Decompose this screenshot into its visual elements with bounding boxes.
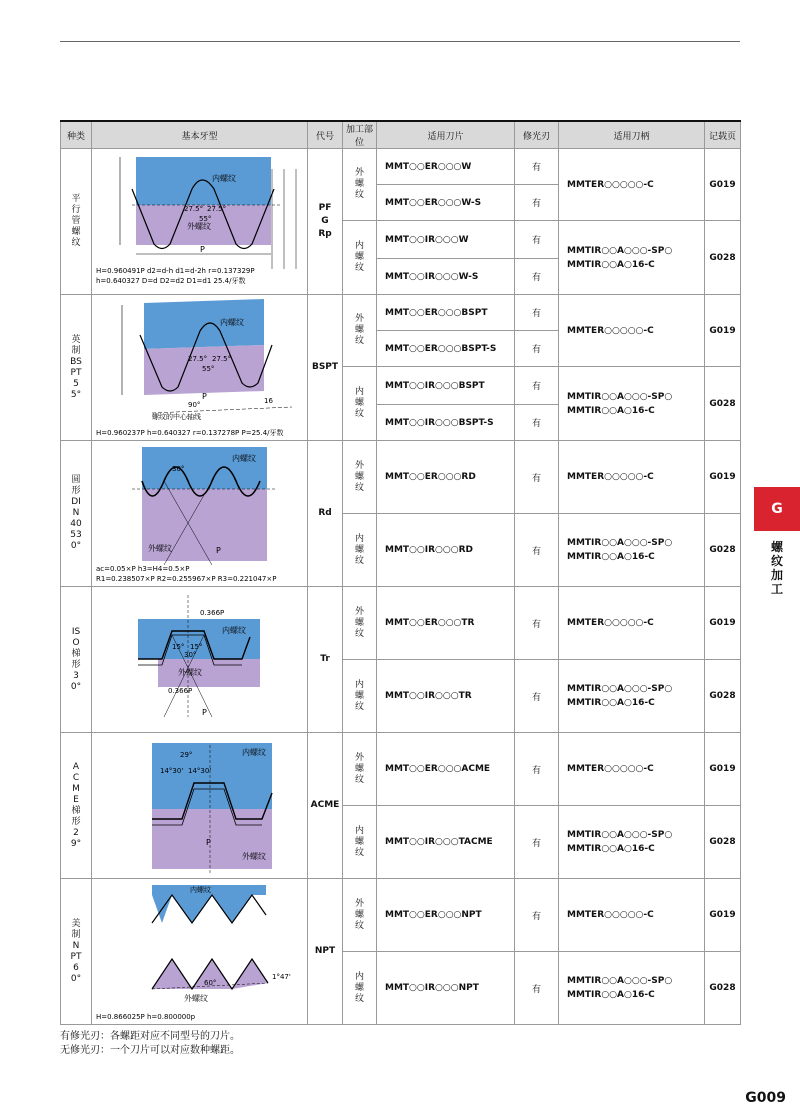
npt-profile-svg	[92, 879, 307, 1024]
formula-line-1: ac=0.05×P h3=H4=0.5×P	[96, 565, 190, 573]
wiper-cell: 有	[515, 405, 559, 441]
label-pitch: P	[216, 546, 221, 555]
part-text: 外螺纹	[354, 752, 364, 785]
thread-table	[60, 120, 741, 1025]
insert-cell: MMT○○IR○○○BSPT	[377, 367, 515, 405]
wiper-cell: 有	[515, 185, 559, 221]
insert-cell: MMT○○IR○○○W	[377, 221, 515, 259]
formula-line-2: h=0.640327 D=d D2=d2 D1=d1 25.4/牙数	[96, 277, 246, 285]
label-angle-2: 14°30'	[188, 767, 212, 775]
holder-line: MMTIR○○A○○○-SP○	[567, 391, 673, 402]
kind-cell	[61, 587, 92, 733]
insert-cell: MMT○○IR○○○TR	[377, 660, 515, 733]
footnote	[60, 1030, 240, 1058]
insert-cell: MMT○○IR○○○TACME	[377, 806, 515, 879]
page-number: G009	[745, 1090, 786, 1106]
holder-cell	[559, 514, 705, 587]
wiper-cell: 有	[515, 367, 559, 405]
label-taper: 1°47'	[272, 973, 291, 981]
header-holder: 适用刀柄	[559, 121, 705, 149]
label-angle-1: 27.5°	[188, 355, 208, 363]
label-angle-90: 90°	[188, 401, 201, 409]
label-outer: 外螺纹	[178, 668, 202, 677]
kind-text: 美制NPT60°	[70, 918, 82, 984]
part-text: 内螺纹	[354, 241, 364, 273]
part-text: 外螺纹	[354, 460, 364, 493]
label-angle: 29°	[180, 751, 193, 759]
page-ref-link[interactable]: G028	[705, 952, 741, 1025]
label-inner: 内螺纹	[232, 454, 256, 463]
part-text: 内螺纹	[354, 825, 364, 858]
label-angle: 60°	[204, 979, 217, 987]
part-text: 内螺纹	[354, 533, 364, 566]
label-angle-1: 27.5°	[184, 205, 204, 213]
label-outer: 外螺纹	[148, 544, 172, 553]
label-angle-2: 15°	[190, 643, 203, 651]
kind-cell	[61, 733, 92, 879]
kind-cell	[61, 295, 92, 441]
label-angle-3: 55°	[199, 215, 212, 223]
label-outer: 外螺纹	[242, 852, 266, 861]
label-pitch: P	[202, 708, 207, 717]
part-text: 外螺纹	[354, 898, 364, 931]
wiper-cell: 有	[515, 587, 559, 660]
label-inner: 内螺纹	[220, 318, 244, 327]
label-axis: 螺纹的中心轴线	[152, 413, 201, 421]
wiper-cell: 有	[515, 221, 559, 259]
holder-cell	[559, 952, 705, 1025]
header-kind: 种类	[61, 121, 92, 149]
holder-line: MMTIR○○A○16-C	[567, 552, 655, 562]
wiper-cell: 有	[515, 514, 559, 587]
page-ref-link[interactable]: G019	[705, 295, 741, 367]
holder-cell: MMTER○○○○○-C	[559, 149, 705, 221]
kind-cell	[61, 441, 92, 587]
wiper-cell: 有	[515, 331, 559, 367]
profile-diagram	[92, 587, 308, 733]
label-angle-3: 55°	[202, 365, 215, 373]
wiper-cell: 有	[515, 295, 559, 331]
kind-text: 英制BSPT55°	[70, 334, 82, 400]
holder-cell: MMTER○○○○○-C	[559, 441, 705, 514]
holder-line: MMTIR○○A○○○-SP○	[567, 684, 673, 694]
part-text: 外螺纹	[354, 606, 364, 639]
page-ref-link[interactable]: G028	[705, 367, 741, 441]
wiper-cell: 有	[515, 879, 559, 952]
kind-text: ACME梯形29°	[70, 761, 82, 849]
label-angle: 30°	[172, 465, 185, 473]
bspt-profile-svg	[92, 295, 307, 440]
holder-cell	[559, 221, 705, 295]
insert-cell: MMT○○ER○○○TR	[377, 587, 515, 660]
part-external	[343, 587, 377, 660]
profile-diagram	[92, 295, 308, 441]
insert-cell: MMT○○ER○○○BSPT	[377, 295, 515, 331]
insert-cell: MMT○○IR○○○BSPT-S	[377, 405, 515, 441]
formula-line-1: H=0.960491P d2=d-h d1=d-2h r=0.137329P	[96, 267, 255, 275]
label-angle-1: 14°30'	[160, 767, 184, 775]
label-inner: 内螺纹	[222, 626, 246, 635]
code-cell: PF G Rp	[308, 149, 343, 295]
part-text: 内螺纹	[354, 387, 364, 419]
section-tab-label: 螺纹加工	[770, 540, 783, 596]
part-text: 内螺纹	[354, 679, 364, 712]
label-bottom-width: 0.366P	[168, 687, 193, 695]
page-ref-link[interactable]: G028	[705, 660, 741, 733]
holder-cell: MMTER○○○○○-C	[559, 295, 705, 367]
wiper-cell: 有	[515, 259, 559, 295]
kind-text: ISO梯形30°	[70, 626, 82, 692]
profile-diagram	[92, 441, 308, 587]
label-inner: 内螺纹	[242, 748, 266, 757]
part-internal	[343, 952, 377, 1025]
header-code: 代号	[308, 121, 343, 149]
kind-cell	[61, 149, 92, 295]
part-external	[343, 149, 377, 221]
part-external	[343, 441, 377, 514]
page-ref-link[interactable]: G028	[705, 806, 741, 879]
insert-cell: MMT○○ER○○○W-S	[377, 185, 515, 221]
profile-diagram	[92, 733, 308, 879]
wiper-cell: 有	[515, 952, 559, 1025]
insert-cell: MMT○○ER○○○NPT	[377, 879, 515, 952]
insert-cell: MMT○○IR○○○RD	[377, 514, 515, 587]
code-cell: ACME	[308, 733, 343, 879]
code-cell: Tr	[308, 587, 343, 733]
wiper-cell: 有	[515, 806, 559, 879]
label-angle-3: 30°	[184, 651, 197, 659]
holder-line: MMTIR○○A○16-C	[567, 990, 655, 1000]
label-pitch: P	[202, 392, 207, 401]
holder-line: MMTIR○○A○○○-SP○	[567, 538, 673, 548]
part-internal	[343, 514, 377, 587]
formula-line-2: R1=0.238507×P R2=0.255967×P R3=0.221047×P	[96, 575, 277, 583]
part-text: 外螺纹	[354, 314, 364, 346]
table-header-row	[61, 121, 741, 149]
label-taper: 16	[264, 397, 273, 405]
holder-line: MMTIR○○A○○○-SP○	[567, 976, 673, 986]
insert-cell: MMT○○ER○○○RD	[377, 441, 515, 514]
acme-profile-svg	[92, 733, 307, 878]
insert-cell: MMT○○IR○○○NPT	[377, 952, 515, 1025]
header-insert: 适用刀片	[377, 121, 515, 149]
wiper-cell: 有	[515, 660, 559, 733]
part-internal	[343, 660, 377, 733]
insert-cell: MMT○○ER○○○ACME	[377, 733, 515, 806]
holder-line: MMTIR○○A○16-C	[567, 259, 655, 270]
wiper-cell: 有	[515, 733, 559, 806]
page-ref-link[interactable]: G019	[705, 879, 741, 952]
part-external	[343, 295, 377, 367]
code-cell: NPT	[308, 879, 343, 1025]
section-tab[interactable]: G	[754, 487, 800, 531]
label-angle-1: 15°	[172, 643, 185, 651]
holder-cell	[559, 806, 705, 879]
insert-cell: MMT○○IR○○○W-S	[377, 259, 515, 295]
part-text: 内螺纹	[354, 971, 364, 1004]
holder-line: MMTIR○○A○16-C	[567, 844, 655, 854]
label-inner: 内螺纹	[190, 886, 211, 894]
insert-cell: MMT○○ER○○○W	[377, 149, 515, 185]
label-inner: 内螺纹	[212, 174, 236, 183]
wiper-cell: 有	[515, 149, 559, 185]
footnote-line: 有修光刃：各螺距对应不同型号的刀片。	[60, 1031, 240, 1042]
holder-cell	[559, 367, 705, 441]
wiper-cell: 有	[515, 441, 559, 514]
tr-profile-svg	[92, 587, 307, 732]
holder-cell	[559, 660, 705, 733]
part-internal	[343, 806, 377, 879]
holder-line: MMTIR○○A○○○-SP○	[567, 830, 673, 840]
label-outer: 外螺纹	[187, 222, 211, 231]
page-ref-link[interactable]: G028	[705, 221, 741, 295]
formula-line-1: H=0.960237P h=0.640327 r=0.137278P P=25.4/牙数	[96, 429, 284, 437]
label-angle-2: 27.5°	[212, 355, 232, 363]
code-cell: BSPT	[308, 295, 343, 441]
code-cell: Rd	[308, 441, 343, 587]
part-external	[343, 733, 377, 806]
part-external	[343, 879, 377, 952]
page-ref-link[interactable]: G019	[705, 733, 741, 806]
profile-diagram	[92, 149, 308, 295]
part-internal	[343, 221, 377, 295]
top-rule	[60, 41, 740, 42]
holder-line: MMTIR○○A○16-C	[567, 698, 655, 708]
page-ref-link[interactable]: G019	[705, 441, 741, 514]
holder-cell: MMTER○○○○○-C	[559, 587, 705, 660]
header-wiper: 修光刃	[515, 121, 559, 149]
label-top-width: 0.366P	[200, 609, 225, 617]
part-text: 外螺纹	[354, 168, 364, 200]
pf-profile-svg	[92, 149, 307, 294]
profile-diagram	[92, 879, 308, 1025]
kind-cell	[61, 879, 92, 1025]
insert-cell: MMT○○ER○○○BSPT-S	[377, 331, 515, 367]
holder-line: MMTIR○○A○○○-SP○	[567, 245, 673, 256]
rd-profile-svg	[92, 441, 307, 586]
page-ref-link[interactable]: G019	[705, 149, 741, 221]
holder-line: MMTIR○○A○16-C	[567, 405, 655, 416]
formula-line-1: H=0.866025P h=0.800000p	[96, 1013, 196, 1021]
label-outer: 外螺纹	[184, 994, 208, 1003]
header-profile: 基本牙型	[92, 121, 308, 149]
page-ref-link[interactable]: G028	[705, 514, 741, 587]
label-angle-2: 27.5°	[207, 205, 227, 213]
header-page: 记载页	[705, 121, 741, 149]
label-pitch: P	[206, 838, 211, 847]
part-internal	[343, 367, 377, 441]
holder-cell: MMTER○○○○○-C	[559, 733, 705, 806]
kind-text: 圆形DIN40530°	[70, 475, 82, 551]
page-ref-link[interactable]: G019	[705, 587, 741, 660]
footnote-line: 无修光刃：一个刀片可以对应数种螺距。	[60, 1045, 240, 1056]
header-part: 加工部位	[343, 121, 377, 149]
holder-cell: MMTER○○○○○-C	[559, 879, 705, 952]
kind-text: 平行管螺纹	[71, 194, 81, 248]
label-pitch: P	[200, 245, 205, 254]
